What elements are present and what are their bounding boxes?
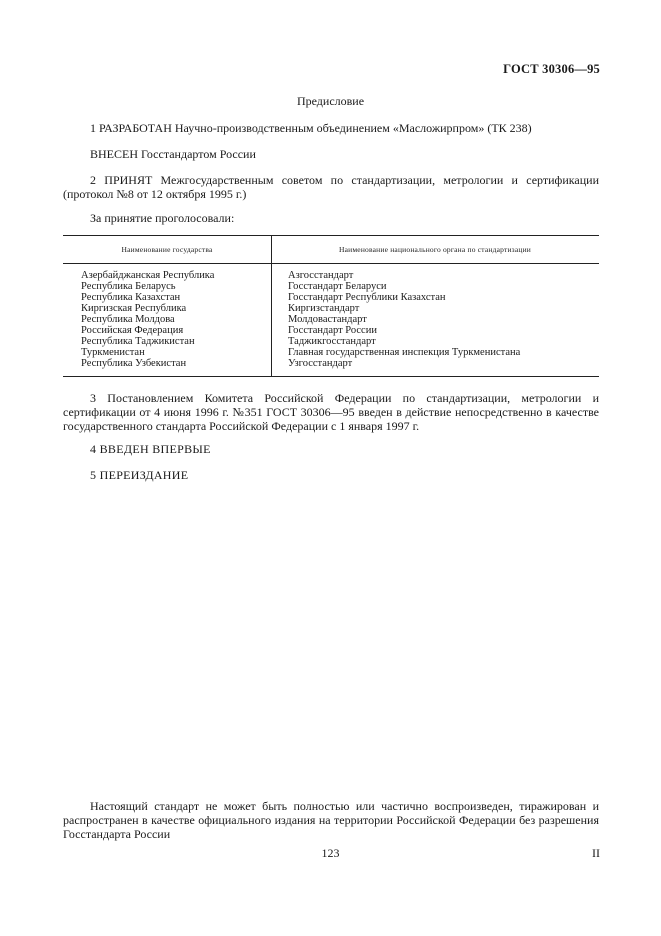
table-cell-body: Госстандарт России bbox=[288, 325, 377, 336]
table-cell-state: Республика Таджикистан bbox=[81, 336, 195, 347]
table-cell-state: Республика Беларусь bbox=[81, 281, 176, 292]
paragraph-4-text: 4 ВВЕДЕН ВПЕРВЫЕ bbox=[90, 442, 211, 456]
table-cell-state: Республика Узбекистан bbox=[81, 358, 187, 369]
table-cell-body: Молдовастандарт bbox=[288, 314, 367, 325]
paragraph-2b bbox=[63, 211, 599, 225]
table-cell-state: Туркменистан bbox=[81, 347, 145, 358]
page-title: Предисловие bbox=[296, 94, 365, 108]
paragraph-3-text: 3 Постановлением Комитета Российской Федерации по стандартизации, метрологии и сертификации от 4 июня 1996 г. №351 ГОСТ 30306—95 введен в действие непосредственно в качестве государственного стандарта Российской Федерации с 1 января 1997 г. bbox=[63, 391, 599, 433]
table-header-body: Наименование национального органа по стандартизации bbox=[339, 245, 531, 254]
table-header-row bbox=[63, 236, 599, 264]
paragraph-5-text: 5 ПЕРЕИЗДАНИЕ bbox=[90, 468, 189, 482]
table-divider bbox=[271, 236, 272, 376]
table-cell-state: Российская Федерация bbox=[81, 325, 184, 336]
table-cell-body: Узгосстандарт bbox=[288, 358, 353, 369]
standard-id: ГОСТ 30306—95 bbox=[503, 62, 600, 76]
page-number: 123 bbox=[321, 846, 340, 860]
paragraph-1b bbox=[63, 147, 599, 161]
table-cell-state: Республика Молдова bbox=[81, 314, 175, 325]
table-cell-body: Главная государственная инспекция Туркменистана bbox=[288, 347, 521, 358]
paragraph-4 bbox=[63, 442, 599, 456]
paragraph-2b-text: За принятие проголосовали: bbox=[90, 211, 235, 225]
copyright-notice-text: Настоящий стандарт не может быть полностью или частично воспроизведен, тиражирован и распространен в качестве официального издания на территории Российской Федерации без разрешения Госстандарта России bbox=[63, 799, 599, 841]
table-cell-body: Госстандарт Беларуси bbox=[288, 281, 387, 292]
table-cell-state: Республика Казахстан bbox=[81, 292, 181, 303]
paragraph-2 bbox=[63, 173, 599, 201]
table-column-bodies bbox=[288, 270, 598, 369]
paragraph-1 bbox=[63, 121, 599, 135]
table-cell-body: Таджикгосстандарт bbox=[288, 336, 376, 347]
table-column-states bbox=[81, 270, 269, 369]
paragraph-1b-text: ВНЕСЕН Госстандартом России bbox=[90, 147, 256, 161]
roman-page-number: II bbox=[592, 846, 600, 860]
table-cell-body: Госстандарт Республики Казахстан bbox=[288, 292, 446, 303]
table-cell-body: Киргизстандарт bbox=[288, 303, 360, 314]
paragraph-1-text: 1 РАЗРАБОТАН Научно-производственным объединением «Масложирпром» (ТК 238) bbox=[90, 121, 532, 135]
paragraph-3 bbox=[63, 391, 599, 433]
table-cell-state: Азербайджанская Республика bbox=[81, 270, 215, 281]
table-cell-state: Киргизская Республика bbox=[81, 303, 187, 314]
copyright-notice bbox=[63, 799, 599, 841]
table-cell-body: Азгосстандарт bbox=[288, 270, 354, 281]
table-header-state: Наименование государства bbox=[121, 245, 213, 254]
paragraph-5 bbox=[63, 468, 599, 482]
voting-table bbox=[63, 235, 599, 377]
paragraph-2-text: 2 ПРИНЯТ Межгосударственным советом по стандартизации, метрологии и сертификации (протокол №8 от 12 октября 1995 г.) bbox=[63, 173, 599, 201]
